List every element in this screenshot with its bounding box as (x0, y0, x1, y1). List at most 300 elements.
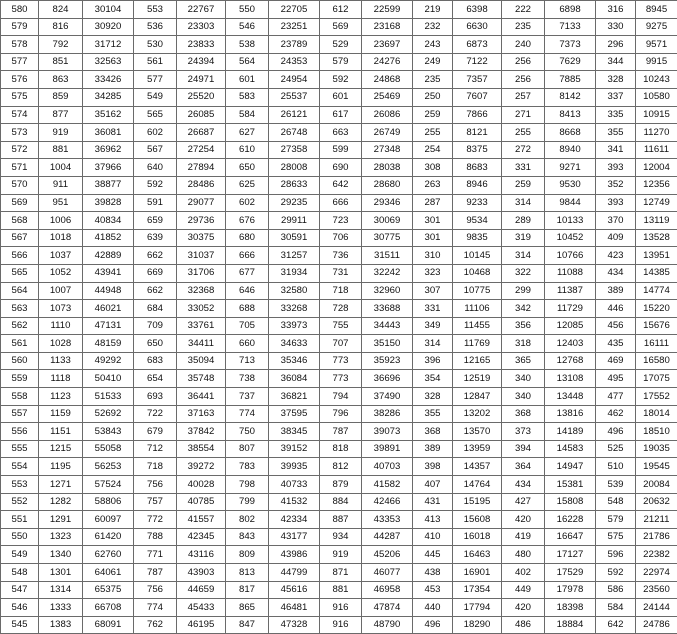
table-cell: 9271 (545, 159, 596, 177)
table-cell: 1291 (39, 511, 83, 529)
table-cell: 16463 (453, 546, 502, 564)
table-cell: 756 (134, 476, 177, 494)
table-cell: 310 (413, 247, 453, 265)
table-cell: 1073 (39, 300, 83, 318)
table-cell: 642 (320, 176, 362, 194)
table-cell: 7357 (453, 71, 502, 89)
table-cell: 577 (134, 71, 177, 89)
table-row (1, 18, 677, 36)
table-cell: 23560 (636, 581, 677, 599)
table-cell: 40028 (177, 476, 226, 494)
table-cell: 627 (226, 124, 269, 142)
table-cell: 368 (413, 423, 453, 441)
table-row (1, 564, 677, 582)
table-cell: 584 (226, 106, 269, 124)
table-cell: 41852 (83, 229, 134, 247)
table-row (1, 212, 677, 230)
table-cell: 323 (413, 264, 453, 282)
table-cell: 610 (226, 141, 269, 159)
table-row (1, 616, 677, 634)
table-cell: 757 (134, 493, 177, 511)
table-cell: 9835 (453, 229, 502, 247)
table-cell: 1333 (39, 599, 83, 617)
table-cell: 48790 (362, 616, 413, 634)
table-cell: 22974 (636, 564, 677, 582)
table-cell: 10766 (545, 247, 596, 265)
table-cell: 235 (502, 18, 545, 36)
table-cell: 11387 (545, 282, 596, 300)
table-cell: 18398 (545, 599, 596, 617)
table-row (1, 423, 677, 441)
table-cell: 1271 (39, 476, 83, 494)
table-cell: 43353 (362, 511, 413, 529)
table-cell: 705 (226, 317, 269, 335)
table-cell: 32960 (362, 282, 413, 300)
table-cell: 15220 (636, 300, 677, 318)
table-cell: 602 (226, 194, 269, 212)
table-cell: 557 (1, 405, 39, 423)
table-cell: 39272 (177, 458, 226, 476)
table-cell: 23303 (177, 18, 226, 36)
table-cell: 10915 (636, 106, 677, 124)
table-cell: 659 (134, 212, 177, 230)
table-cell: 1133 (39, 352, 83, 370)
table-cell: 15608 (453, 511, 502, 529)
table-cell: 316 (596, 1, 636, 19)
table-cell: 337 (596, 88, 636, 106)
table-cell: 10243 (636, 71, 677, 89)
table-cell: 45206 (362, 546, 413, 564)
table-cell: 563 (1, 300, 39, 318)
table-cell: 680 (226, 229, 269, 247)
table-cell: 32242 (362, 264, 413, 282)
table-cell: 578 (1, 36, 39, 54)
table-cell: 35162 (83, 106, 134, 124)
table-cell: 352 (596, 176, 636, 194)
table-cell: 13108 (545, 370, 596, 388)
table-cell: 419 (502, 528, 545, 546)
table-cell: 13816 (545, 405, 596, 423)
table-cell: 575 (596, 528, 636, 546)
table-cell: 713 (226, 352, 269, 370)
table-cell: 7373 (545, 36, 596, 54)
table-cell: 561 (134, 53, 177, 71)
table-cell: 771 (134, 546, 177, 564)
table-cell: 30069 (362, 212, 413, 230)
table-cell: 62760 (83, 546, 134, 564)
table-cell: 536 (134, 18, 177, 36)
table-cell: 1215 (39, 440, 83, 458)
table-row (1, 124, 677, 142)
table-cell: 396 (413, 352, 453, 370)
table-cell: 43177 (269, 528, 320, 546)
table-cell: 554 (1, 458, 39, 476)
table-cell: 37163 (177, 405, 226, 423)
table-cell: 33426 (83, 71, 134, 89)
table-cell: 51533 (83, 388, 134, 406)
table-cell: 654 (134, 370, 177, 388)
table-cell: 43941 (83, 264, 134, 282)
table-cell: 564 (226, 53, 269, 71)
table-cell: 8946 (453, 176, 502, 194)
table-cell: 11769 (453, 335, 502, 353)
table-cell: 18014 (636, 405, 677, 423)
table-cell: 887 (320, 511, 362, 529)
table-cell: 9915 (636, 53, 677, 71)
table-cell: 27358 (269, 141, 320, 159)
table-cell: 423 (596, 247, 636, 265)
table-cell: 25469 (362, 88, 413, 106)
table-cell: 14764 (453, 476, 502, 494)
table-cell: 44659 (177, 581, 226, 599)
table-cell: 17354 (453, 581, 502, 599)
table-cell: 579 (320, 53, 362, 71)
table-cell: 772 (134, 511, 177, 529)
table-cell: 287 (413, 194, 453, 212)
table-cell: 26748 (269, 124, 320, 142)
table-row (1, 388, 677, 406)
table-cell: 271 (502, 106, 545, 124)
table-cell: 843 (226, 528, 269, 546)
table-cell: 9534 (453, 212, 502, 230)
table-cell: 349 (413, 317, 453, 335)
table-cell: 318 (502, 335, 545, 353)
table-row (1, 546, 677, 564)
table-cell: 340 (502, 370, 545, 388)
table-cell: 420 (502, 511, 545, 529)
table-cell: 12356 (636, 176, 677, 194)
table-cell: 29077 (177, 194, 226, 212)
table-cell: 553 (1, 476, 39, 494)
table-cell: 370 (596, 212, 636, 230)
table-cell: 37595 (269, 405, 320, 423)
table-cell: 26687 (177, 124, 226, 142)
table-cell: 17127 (545, 546, 596, 564)
table-cell: 601 (226, 71, 269, 89)
table-cell: 707 (320, 335, 362, 353)
table-cell: 48159 (83, 335, 134, 353)
table-cell: 342 (502, 300, 545, 318)
table-cell: 723 (320, 212, 362, 230)
table-cell: 11729 (545, 300, 596, 318)
table-cell: 551 (1, 511, 39, 529)
table-cell: 44948 (83, 282, 134, 300)
table-cell: 344 (596, 53, 636, 71)
table-cell: 319 (502, 229, 545, 247)
table-cell: 24394 (177, 53, 226, 71)
table-cell: 7133 (545, 18, 596, 36)
table-cell: 409 (596, 229, 636, 247)
table-row (1, 300, 677, 318)
table-cell: 728 (320, 300, 362, 318)
table-cell: 539 (596, 476, 636, 494)
table-cell: 529 (320, 36, 362, 54)
table-cell: 17978 (545, 581, 596, 599)
table-cell: 650 (134, 335, 177, 353)
table-cell: 625 (226, 176, 269, 194)
table-cell: 738 (226, 370, 269, 388)
table-cell: 773 (320, 352, 362, 370)
table-cell: 24954 (269, 71, 320, 89)
table-cell: 817 (226, 581, 269, 599)
table-cell: 8945 (636, 1, 677, 19)
table-cell: 31257 (269, 247, 320, 265)
table-cell: 1195 (39, 458, 83, 476)
table-cell: 27254 (177, 141, 226, 159)
table-cell: 35094 (177, 352, 226, 370)
table-cell: 23697 (362, 36, 413, 54)
table-cell: 17552 (636, 388, 677, 406)
table-cell: 19035 (636, 440, 677, 458)
table-cell: 240 (502, 36, 545, 54)
table-cell: 530 (134, 36, 177, 54)
table-cell: 14947 (545, 458, 596, 476)
table-cell: 774 (226, 405, 269, 423)
table-cell: 11611 (636, 141, 677, 159)
table-cell: 12768 (545, 352, 596, 370)
table-cell: 640 (134, 159, 177, 177)
table-cell: 1159 (39, 405, 83, 423)
table-cell: 548 (1, 564, 39, 582)
table-row (1, 317, 677, 335)
table-cell: 250 (413, 88, 453, 106)
table-cell: 50410 (83, 370, 134, 388)
table-row (1, 599, 677, 617)
table-cell: 756 (134, 581, 177, 599)
table-cell: 389 (413, 440, 453, 458)
table-cell: 666 (226, 247, 269, 265)
table-cell: 911 (39, 176, 83, 194)
table-cell: 718 (320, 282, 362, 300)
table-cell: 884 (320, 493, 362, 511)
table-cell: 15676 (636, 317, 677, 335)
table-cell: 550 (226, 1, 269, 19)
table-cell: 916 (320, 599, 362, 617)
table-cell: 222 (502, 1, 545, 19)
table-cell: 308 (413, 159, 453, 177)
table-cell: 259 (502, 176, 545, 194)
table-cell: 30375 (177, 229, 226, 247)
table-cell: 559 (1, 370, 39, 388)
table-cell: 301 (413, 212, 453, 230)
table-cell: 38554 (177, 440, 226, 458)
table-cell: 7885 (545, 71, 596, 89)
table-cell: 24353 (269, 53, 320, 71)
table-cell: 881 (39, 141, 83, 159)
table-cell: 31037 (177, 247, 226, 265)
table-cell: 43116 (177, 546, 226, 564)
table-cell: 662 (134, 282, 177, 300)
table-cell: 272 (502, 141, 545, 159)
table-cell: 569 (1, 194, 39, 212)
table-cell: 550 (1, 528, 39, 546)
table-cell: 440 (413, 599, 453, 617)
table-cell: 568 (1, 212, 39, 230)
table-cell: 29736 (177, 212, 226, 230)
table-cell: 16901 (453, 564, 502, 582)
table-cell: 34443 (362, 317, 413, 335)
table-cell: 41557 (177, 511, 226, 529)
table-cell: 1282 (39, 493, 83, 511)
table-cell: 34633 (269, 335, 320, 353)
table-cell: 584 (596, 599, 636, 617)
table-cell: 10145 (453, 247, 502, 265)
table-cell: 1383 (39, 616, 83, 634)
table-cell: 10452 (545, 229, 596, 247)
table-cell: 31511 (362, 247, 413, 265)
table-cell: 243 (413, 36, 453, 54)
table-cell: 17794 (453, 599, 502, 617)
table-cell: 445 (413, 546, 453, 564)
table-cell: 41582 (362, 476, 413, 494)
table-cell: 592 (596, 564, 636, 582)
table-cell: 16018 (453, 528, 502, 546)
table-cell: 289 (502, 212, 545, 230)
table-cell: 314 (413, 335, 453, 353)
table-cell: 546 (1, 599, 39, 617)
table-cell: 235 (413, 71, 453, 89)
table-cell: 365 (502, 352, 545, 370)
table-cell: 31934 (269, 264, 320, 282)
table-cell: 32563 (83, 53, 134, 71)
table-cell: 14357 (453, 458, 502, 476)
table-cell: 26749 (362, 124, 413, 142)
table-cell: 20632 (636, 493, 677, 511)
table-cell: 8142 (545, 88, 596, 106)
table-cell: 599 (320, 141, 362, 159)
table-row (1, 458, 677, 476)
table-cell: 792 (39, 36, 83, 54)
table-cell: 37842 (177, 423, 226, 441)
table-cell: 30920 (83, 18, 134, 36)
table-cell: 1018 (39, 229, 83, 247)
table-cell: 13202 (453, 405, 502, 423)
table-cell: 1151 (39, 423, 83, 441)
table-cell: 567 (134, 141, 177, 159)
table-cell: 33761 (177, 317, 226, 335)
table-cell: 32580 (269, 282, 320, 300)
table-cell: 586 (596, 581, 636, 599)
table-cell: 39935 (269, 458, 320, 476)
table-cell: 322 (502, 264, 545, 282)
table-cell: 510 (596, 458, 636, 476)
table-cell: 809 (226, 546, 269, 564)
table-cell: 951 (39, 194, 83, 212)
table-cell: 53843 (83, 423, 134, 441)
table-cell: 431 (413, 493, 453, 511)
table-cell: 446 (596, 300, 636, 318)
table-cell: 469 (596, 352, 636, 370)
table-cell: 27894 (177, 159, 226, 177)
table-cell: 881 (320, 581, 362, 599)
table-cell: 427 (502, 493, 545, 511)
table-cell: 796 (320, 405, 362, 423)
table-cell: 47328 (269, 616, 320, 634)
table-cell: 11106 (453, 300, 502, 318)
table-cell: 8413 (545, 106, 596, 124)
table-cell: 812 (320, 458, 362, 476)
table-row (1, 247, 677, 265)
table-cell: 816 (39, 18, 83, 36)
table-cell: 34411 (177, 335, 226, 353)
table-cell: 35748 (177, 370, 226, 388)
table-row (1, 476, 677, 494)
table-cell: 575 (1, 88, 39, 106)
table-cell: 21211 (636, 511, 677, 529)
table-cell: 16580 (636, 352, 677, 370)
table-cell: 41532 (269, 493, 320, 511)
table-cell: 16647 (545, 528, 596, 546)
table-cell: 24144 (636, 599, 677, 617)
table-cell: 7607 (453, 88, 502, 106)
table-cell: 39152 (269, 440, 320, 458)
table-row (1, 1, 677, 19)
table-cell: 30775 (362, 229, 413, 247)
table-cell: 31706 (177, 264, 226, 282)
table-row (1, 53, 677, 71)
table-cell: 263 (413, 176, 453, 194)
table-cell: 331 (502, 159, 545, 177)
table-cell: 66708 (83, 599, 134, 617)
table-cell: 1340 (39, 546, 83, 564)
table-cell: 8940 (545, 141, 596, 159)
table-cell: 38877 (83, 176, 134, 194)
table-cell: 42345 (177, 528, 226, 546)
table-cell: 39073 (362, 423, 413, 441)
table-cell: 34285 (83, 88, 134, 106)
table-cell: 219 (413, 1, 453, 19)
table-cell: 24786 (636, 616, 677, 634)
table-cell: 13951 (636, 247, 677, 265)
table-cell: 410 (413, 528, 453, 546)
table-cell: 36441 (177, 388, 226, 406)
table-cell: 46021 (83, 300, 134, 318)
table-cell: 592 (320, 71, 362, 89)
table-cell: 525 (596, 440, 636, 458)
table-cell: 44287 (362, 528, 413, 546)
table-row (1, 229, 677, 247)
table-row (1, 88, 677, 106)
table-cell: 546 (226, 18, 269, 36)
table-cell: 12749 (636, 194, 677, 212)
table-cell: 851 (39, 53, 83, 71)
table-cell: 38286 (362, 405, 413, 423)
table-cell: 916 (320, 616, 362, 634)
table-cell: 560 (1, 352, 39, 370)
table-cell: 865 (226, 599, 269, 617)
table-cell: 21786 (636, 528, 677, 546)
table-cell: 24971 (177, 71, 226, 89)
table-cell: 37490 (362, 388, 413, 406)
table-cell: 572 (1, 141, 39, 159)
table-row (1, 440, 677, 458)
table-cell: 255 (413, 124, 453, 142)
table-cell: 296 (596, 36, 636, 54)
table-cell: 46195 (177, 616, 226, 634)
table-row (1, 36, 677, 54)
table-cell: 434 (596, 264, 636, 282)
table-cell: 12403 (545, 335, 596, 353)
table-cell: 6898 (545, 1, 596, 19)
table-cell: 462 (596, 405, 636, 423)
table-cell: 477 (596, 388, 636, 406)
table-cell: 64061 (83, 564, 134, 582)
table-cell: 566 (1, 247, 39, 265)
table-cell: 22767 (177, 1, 226, 19)
table-cell: 15381 (545, 476, 596, 494)
table-cell: 33688 (362, 300, 413, 318)
table-cell: 18290 (453, 616, 502, 634)
